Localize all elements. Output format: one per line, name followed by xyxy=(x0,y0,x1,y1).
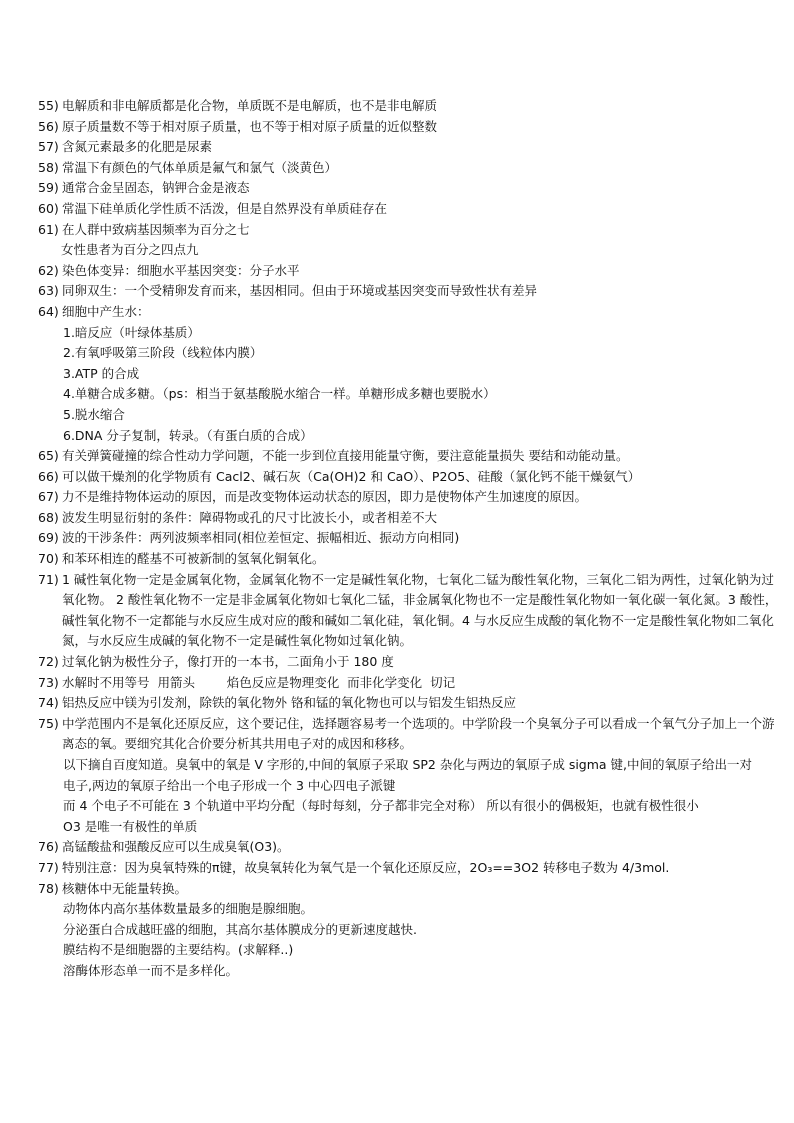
list-item-67 xyxy=(38,487,760,508)
item-text: 同卵双生：一个受精卵发育而来，基因相同。但由于环境或基因突变而导致性状有差异 xyxy=(62,283,538,299)
list-item-76 xyxy=(38,837,760,858)
item-text: 高锰酸盐和强酸反应可以生成臭氧(O3)。 xyxy=(62,839,290,855)
list-item-78-line-5: 溶酶体形态单一而不是多样化。 xyxy=(63,962,239,978)
item-text: 含氮元素最多的化肥是尿素 xyxy=(62,139,213,155)
list-item-75-paragraph-4: O3 是唯一有极性的单质 xyxy=(63,818,198,834)
list-item-56 xyxy=(38,117,760,138)
list-item-64 xyxy=(38,302,760,323)
item-number: 58) xyxy=(38,159,59,175)
item-text: 有关弹簧碰撞的综合性动力学问题，不能一步到位直接用能量守衡，要注意能量损失 要结和动能动量。 xyxy=(62,448,629,464)
list-item-75-paragraph-2: 以下摘自百度知道。臭氧中的氧是 V 字形的,中间的氧原子采取 SP2 杂化与两边的氧原子成 sigma 键,中间的氧原子给出一对电子,两边的氧原子给出一个电子形成一个 3 中心四电子派键 xyxy=(63,757,753,793)
item-text: 力不是维持物体运动的原因，而是改变物体运动状态的原因，即力是使物体产生加速度的原因。 xyxy=(62,489,588,505)
item-text: 铝热反应中镁为引发剂，除铁的氧化物外 铬和锰的氧化物也可以与铝发生铝热反应 xyxy=(62,695,516,711)
item-text: 1 碱性氧化物一定是金属氧化物，金属氧化物不一定是碱性氧化物，七氧化二锰为酸性氧化物，三氧化二铝为两性，过氧化钠为过氧化物。 2 酸性氧化物不一定是非金属氧化物如七氧化二锰，非金属氧化物也不一定是酸性氧化物如一氧化碳一氧化氮。3 酸性，碱性氧化物不一定都能与水反应生成对应的酸和碱如二氧化硅，氧化铜。4 与水反应生成酸的氧化物不一定是酸性氧化物如二氧化氮，与水反应生成碱的氧化物不一定是碱性氧化物如过氧化钠。 xyxy=(62,571,778,649)
item-number: 55) xyxy=(38,98,59,113)
item-number: 65) xyxy=(38,448,59,464)
list-item-78-line-3: 分泌蛋白合成越旺盛的细胞，其高尔基体膜成分的更新速度越快. xyxy=(63,921,417,937)
item-number: 74) xyxy=(38,695,59,711)
item-number: 67) xyxy=(38,489,59,505)
list-item-71 xyxy=(38,570,784,652)
item-text: 波的干涉条件：两列波频率相同(相位差恒定、振幅相近、振动方向相同) xyxy=(62,530,460,546)
list-item-72 xyxy=(38,652,760,673)
list-item-73 xyxy=(38,673,760,694)
list-item-62 xyxy=(38,261,760,282)
item-number: 72) xyxy=(38,654,59,670)
list-item-70 xyxy=(38,549,760,570)
item-text: 核糖体中无能量转换。 xyxy=(62,880,188,896)
item-text: 可以做干燥剂的化学物质有 Cacl2、碱石灰（Ca(OH)2 和 CaO）、P2O5、硅酸（氯化钙不能干燥氨气） xyxy=(62,468,641,484)
item-text: 常温下硅单质化学性质不活泼，但是自然界没有单质硅存在 xyxy=(62,200,388,216)
list-item-68 xyxy=(38,508,760,529)
item-number: 71) xyxy=(38,571,59,587)
sub-item-4: 4.单糖合成多糖。（ps：相当于氨基酸脱水缩合一样。单糖形成多糖也要脱水） xyxy=(63,386,496,402)
sub-item-6: 6.DNA 分子复制，转录。（有蛋白质的合成） xyxy=(63,427,313,443)
list-item-60 xyxy=(38,199,760,220)
list-item-74 xyxy=(38,693,760,714)
list-item-78-line-2: 动物体内高尔基体数量最多的细胞是腺细胞。 xyxy=(63,901,314,917)
item-text: 电解质和非电解质都是化合物，单质既不是电解质，也不是非电解质 xyxy=(62,98,438,113)
item-number: 66) xyxy=(38,468,59,484)
item-text: 在人群中致病基因频率为百分之七 xyxy=(62,221,250,237)
sub-item-1: 1.暗反应（叶绿体基质） xyxy=(63,324,200,340)
sub-item-3: 3.ATP 的合成 xyxy=(63,365,140,381)
list-item-63 xyxy=(38,281,760,302)
item-text: 和苯环相连的醛基不可被新制的氢氧化铜氧化。 xyxy=(62,551,325,567)
item-number: 61) xyxy=(38,221,59,237)
list-item-61-continuation: 女性患者为百分之四点九 xyxy=(61,242,199,258)
item-number: 64) xyxy=(38,303,59,319)
list-item-66 xyxy=(38,467,760,488)
list-item-78-line-4: 膜结构不是细胞器的主要结构。(求解释..) xyxy=(63,942,294,958)
item-text: 水解时不用等号 用箭头 焰色反应是物理变化 而非化学变化 切记 xyxy=(62,674,456,690)
list-item-57 xyxy=(38,137,760,158)
item-number: 69) xyxy=(38,530,59,546)
list-item-61 xyxy=(38,220,760,241)
item-text: 原子质量数不等于相对原子质量，也不等于相对原子质量的近似整数 xyxy=(62,118,438,134)
item-number: 77) xyxy=(38,859,59,875)
item-text: 中学范围内不是氧化还原反应，这个要记住，选择题容易考一个选项的。中学阶段一个臭氧分子可以看成一个氧气分子加上一个游离态的氧。要细究其化合价要分析其共用电子对的成因和移移。 xyxy=(62,715,775,752)
document-page xyxy=(0,96,794,982)
item-number: 63) xyxy=(38,283,59,299)
item-number: 57) xyxy=(38,139,59,155)
item-number: 73) xyxy=(38,674,59,690)
item-text: 特别注意：因为臭氧特殊的π键，故臭氧转化为氧气是一个氧化还原反应，2O₃==3O2 转移电子数为 4/3mol. xyxy=(62,859,670,875)
item-number: 76) xyxy=(38,839,59,855)
item-number: 78) xyxy=(38,880,59,896)
item-number: 56) xyxy=(38,118,59,134)
item-text: 过氧化钠为极性分子，像打开的一本书，二面角小于 180 度 xyxy=(62,654,394,670)
list-item-59 xyxy=(38,178,760,199)
item-number: 59) xyxy=(38,180,59,196)
list-item-78 xyxy=(38,879,760,900)
list-item-75 xyxy=(38,714,784,755)
item-number: 68) xyxy=(38,509,59,525)
item-text: 细胞中产生水： xyxy=(62,303,150,319)
sub-item-2: 2.有氧呼吸第三阶段（线粒体内膜） xyxy=(63,345,263,361)
list-item-55 xyxy=(38,96,760,117)
list-item-69 xyxy=(38,528,760,549)
item-text: 波发生明显衍射的条件：障碍物或孔的尺寸比波长小，或者相差不大 xyxy=(62,509,438,525)
item-number: 75) xyxy=(38,715,59,731)
item-text: 染色体变异：细胞水平基因突变：分子水平 xyxy=(62,262,300,278)
list-item-65 xyxy=(38,446,760,467)
item-text: 常温下有颜色的气体单质是氟气和氯气（淡黄色） xyxy=(62,159,338,175)
list-item-75-paragraph-3: 而 4 个电子不可能在 3 个轨道中平均分配（每时每刻，分子都非完全对称） 所以有很小的偶极矩，也就有极性很小 xyxy=(63,798,699,814)
list-item-77 xyxy=(38,858,760,879)
item-number: 60) xyxy=(38,200,59,216)
item-number: 70) xyxy=(38,551,59,567)
item-number: 62) xyxy=(38,262,59,278)
list-item-58 xyxy=(38,158,760,179)
sub-item-5: 5.脱水缩合 xyxy=(63,406,125,422)
item-text: 通常合金呈固态，钠钾合金是液态 xyxy=(62,180,250,196)
